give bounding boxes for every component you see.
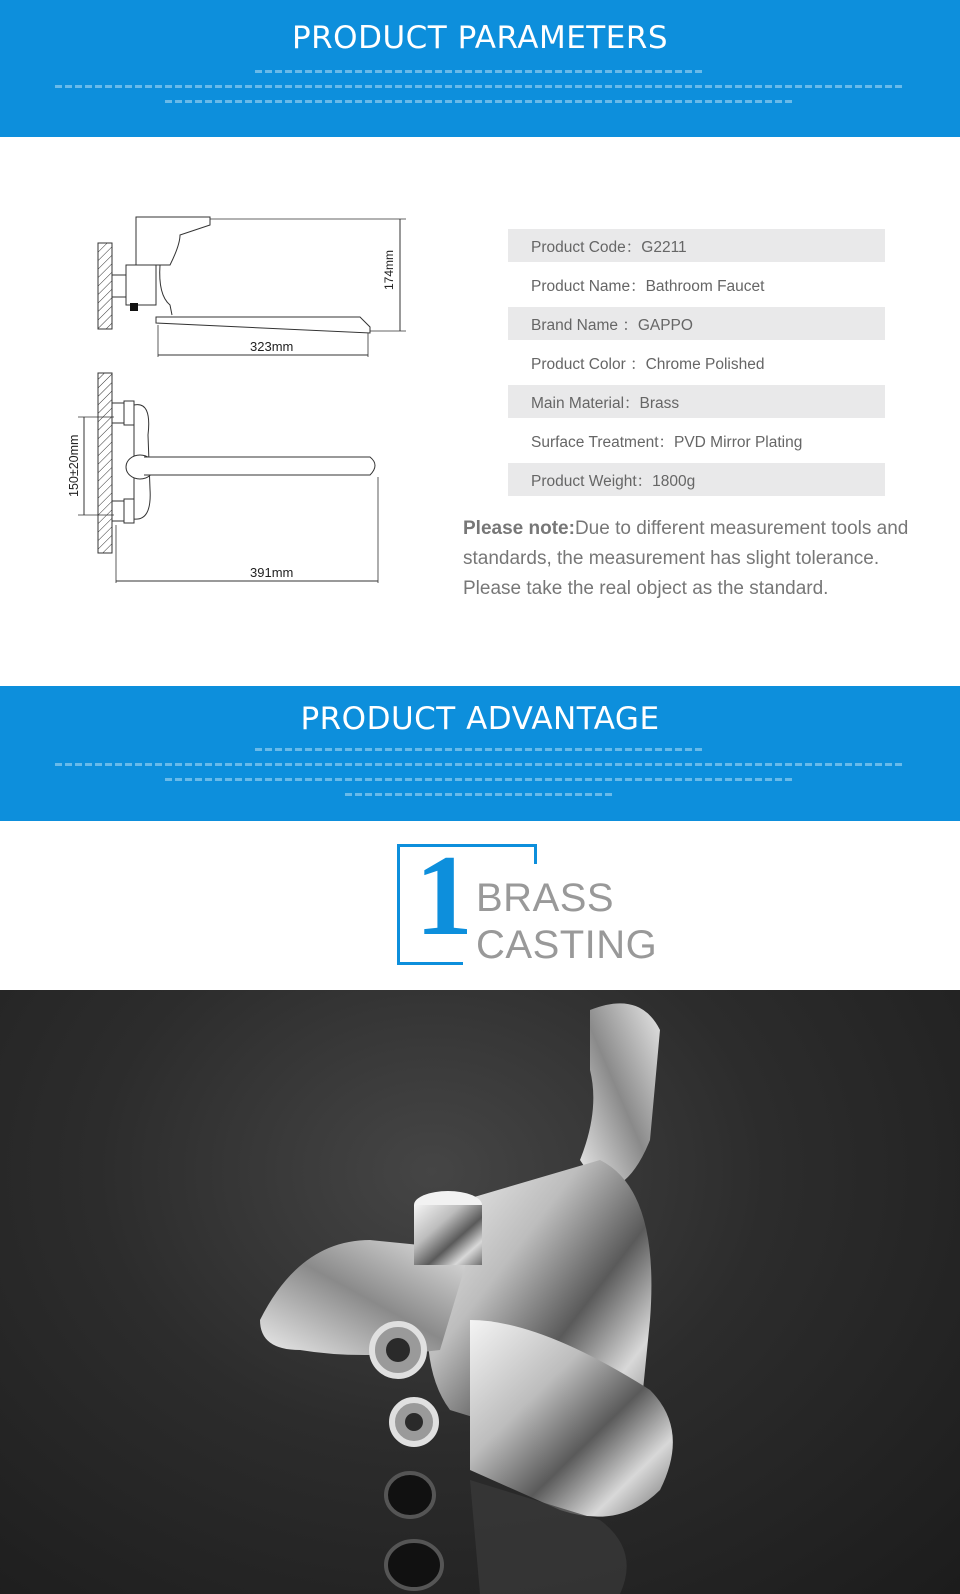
note-text: Due to different measurement tools and standards, the measurement has slight tolerance. Please take the real object as the standard. bbox=[463, 518, 909, 599]
spec-row-name: Product Name：Bathroom Faucet bbox=[531, 277, 765, 295]
spec-row-code: Product Code：G2211 bbox=[508, 229, 885, 262]
parameters-banner bbox=[0, 0, 960, 137]
technical-drawing bbox=[60, 205, 425, 610]
advantage-title: PRODUCT ADVANTAGE bbox=[300, 701, 660, 737]
decorative-filler-text bbox=[0, 748, 960, 808]
spec-table bbox=[508, 229, 885, 502]
wall-hatch-bottom bbox=[98, 373, 112, 553]
spec-row-weight: Product Weight：1800g bbox=[508, 463, 885, 496]
dim-centers-label: 150±20mm bbox=[67, 434, 81, 497]
feature-title-line1: BRASS bbox=[476, 876, 615, 920]
wall-hatch-top bbox=[98, 243, 112, 329]
spec-row-material: Main Material：Brass bbox=[508, 385, 885, 418]
feature-title bbox=[476, 875, 657, 969]
dim-total-label: 391mm bbox=[250, 565, 294, 580]
advantage-banner bbox=[0, 686, 960, 821]
dim-height-label: 174mm bbox=[382, 249, 396, 290]
spec-row-treatment: Surface Treatment：PVD Mirror Plating bbox=[531, 433, 803, 451]
feature-title-line2: CASTING bbox=[476, 923, 658, 967]
spec-row-brand: Brand Name ：GAPPO bbox=[508, 307, 885, 340]
measurement-note bbox=[463, 514, 933, 604]
product-photo bbox=[0, 990, 960, 1594]
dim-projection-label: 323mm bbox=[250, 339, 294, 354]
feature-number: 1 bbox=[415, 832, 473, 960]
faucet-illustration bbox=[0, 990, 960, 1594]
spec-row-color: Product Color ：Chrome Polished bbox=[531, 355, 765, 373]
note-label: Please note: bbox=[463, 518, 575, 539]
decorative-filler-text bbox=[0, 70, 960, 115]
parameters-title: PRODUCT PARAMETERS bbox=[291, 20, 669, 56]
